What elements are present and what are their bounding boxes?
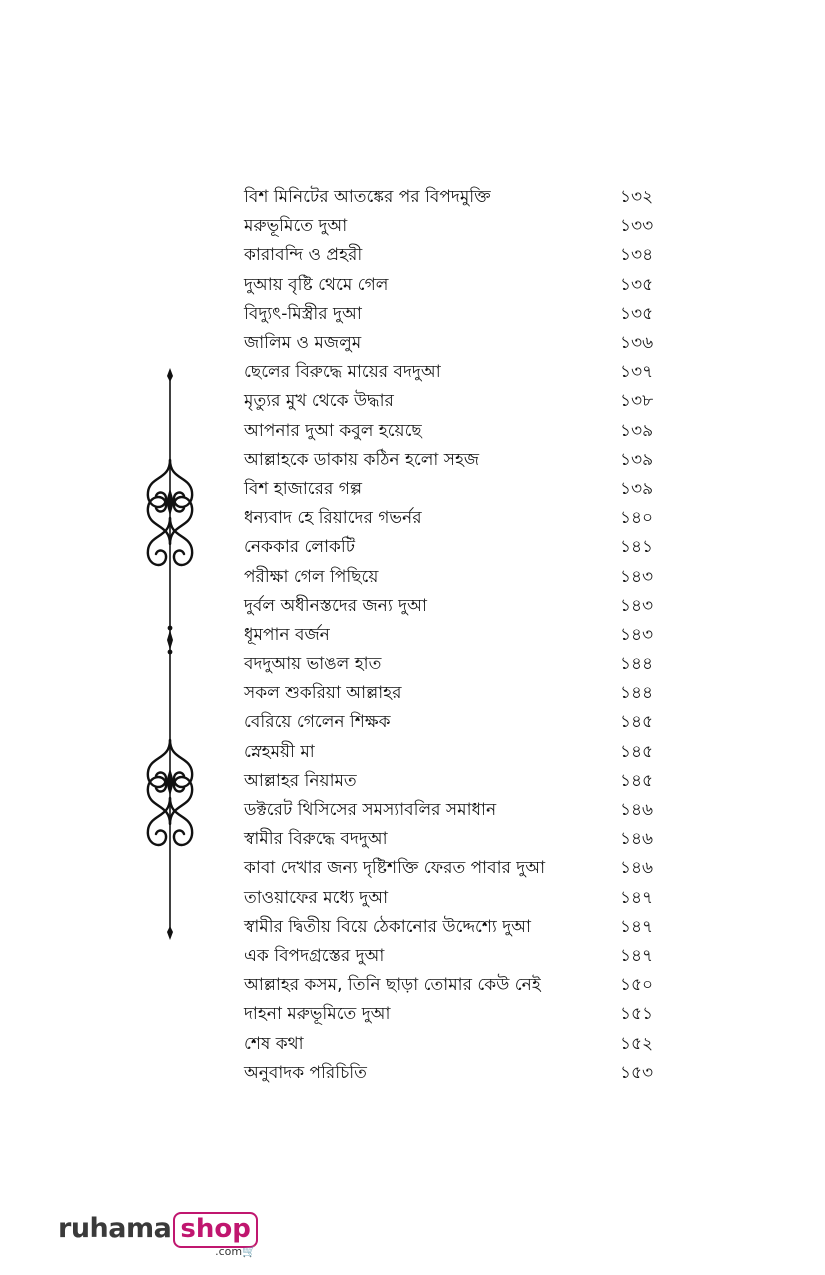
toc-entry[interactable] <box>244 417 664 446</box>
logo-ruhama-text: ruhama <box>58 1213 172 1244</box>
toc-entry-page: ১৩৬ <box>620 333 654 354</box>
toc-entry[interactable] <box>244 358 664 387</box>
toc-entry[interactable] <box>244 913 664 942</box>
toc-entry-page: ১৩৯ <box>620 420 654 441</box>
toc-entry[interactable] <box>244 562 664 591</box>
toc-entry-title: পরীক্ষা গেল পিছিয়ে <box>244 566 379 587</box>
toc-entry-page: ১৪৪ <box>620 683 654 704</box>
toc-entry-title: ছেলের বিরুদ্ধে মায়ের বদদুআ <box>244 362 441 383</box>
toc-entry[interactable] <box>244 183 664 212</box>
toc-entry[interactable] <box>244 387 664 416</box>
toc-entry-page: ১৫০ <box>620 975 654 996</box>
brand-logo[interactable] <box>58 1212 258 1262</box>
table-of-contents <box>244 183 664 1088</box>
toc-entry[interactable] <box>244 329 664 358</box>
toc-entry-page: ১৩৭ <box>620 362 654 383</box>
toc-entry-title: দাহনা মরুভূমিতে দুআ <box>244 1004 391 1025</box>
toc-entry-page: ১৩৫ <box>620 274 654 295</box>
toc-entry-title: জালিম ও মজলুম <box>244 333 362 354</box>
toc-entry-title: বিদ্যুৎ-মিস্ত্রীর দুআ <box>244 303 362 324</box>
toc-entry-title: নেককার লোকটি <box>244 537 356 558</box>
toc-entry-title: স্নেহময়ী মা <box>244 741 315 762</box>
toc-entry-page: ১৩৪ <box>620 245 654 266</box>
toc-entry-title: মরুভূমিতে দুআ <box>244 216 348 237</box>
toc-entry-page: ১৪৫ <box>620 741 654 762</box>
toc-entry-page: ১৩৫ <box>620 303 654 324</box>
toc-entry[interactable] <box>244 650 664 679</box>
toc-entry-page: ১৪৪ <box>620 654 654 675</box>
toc-entry-title: বিশ মিনিটের আতঙ্কের পর বিপদমুক্তি <box>244 187 491 208</box>
toc-entry-title: স্বামীর দ্বিতীয় বিয়ে ঠেকানোর উদ্দেশ্যে দুআ <box>244 916 532 937</box>
toc-entry-title: বিশ হাজারের গল্প <box>244 478 363 499</box>
toc-entry-title: তাওয়াফের মধ্যে দুআ <box>244 887 389 908</box>
toc-entry[interactable] <box>244 592 664 621</box>
toc-entry[interactable] <box>244 271 664 300</box>
toc-entry-page: ১৪৩ <box>620 624 654 645</box>
toc-entry[interactable] <box>244 241 664 270</box>
toc-entry[interactable] <box>244 212 664 241</box>
toc-entry[interactable] <box>244 854 664 883</box>
toc-entry-title: বেরিয়ে গেলেন শিক্ষক <box>244 712 391 733</box>
toc-entry-title: কাবা দেখার জন্য দৃষ্টিশক্তি ফেরত পাবার দুআ <box>244 858 546 879</box>
toc-entry-title: বদদুআয় ভাঙল হাত <box>244 654 382 675</box>
toc-entry[interactable] <box>244 475 664 504</box>
toc-entry-page: ১৫১ <box>620 1004 654 1025</box>
scroll-flourish-ornament <box>138 368 202 940</box>
toc-entry-page: ১৪৩ <box>620 595 654 616</box>
toc-entry[interactable] <box>244 1059 664 1088</box>
toc-entry-page: ১৩৮ <box>620 391 654 412</box>
logo-domain-suffix: .com🛒 <box>215 1245 256 1258</box>
toc-entry[interactable] <box>244 621 664 650</box>
toc-entry-page: ১৩২ <box>620 187 654 208</box>
toc-entry[interactable] <box>244 767 664 796</box>
toc-entry-title: আপনার দুআ কবুল হয়েছে <box>244 420 422 441</box>
toc-entry-title: মৃত্যুর মুখ থেকে উদ্ধার <box>244 391 394 412</box>
toc-entry-title: কারাবন্দি ও প্রহরী <box>244 245 363 266</box>
toc-entry-title: দুর্বল অধীনস্তদের জন্য দুআ <box>244 595 427 616</box>
toc-entry-title: আল্লাহকে ডাকায় কঠিন হলো সহজ <box>244 449 480 470</box>
toc-entry-page: ১৪৫ <box>620 712 654 733</box>
toc-entry-title: শেষ কথা <box>244 1033 304 1054</box>
toc-entry[interactable] <box>244 533 664 562</box>
toc-entry-page: ১৪১ <box>620 537 654 558</box>
toc-entry-title: দুআয় বৃষ্টি থেমে গেল <box>244 274 389 295</box>
toc-entry-page: ১৩৯ <box>620 449 654 470</box>
toc-entry[interactable] <box>244 942 664 971</box>
toc-entry-page: ১৪০ <box>620 508 654 529</box>
toc-entry[interactable] <box>244 446 664 475</box>
toc-entry[interactable] <box>244 971 664 1000</box>
toc-entry-title: অনুবাদক পরিচিতি <box>244 1062 367 1083</box>
toc-entry-page: ১৪৫ <box>620 770 654 791</box>
toc-entry-title: ধূমপান বর্জন <box>244 624 330 645</box>
toc-entry-title: আল্লাহর নিয়ামত <box>244 770 357 791</box>
toc-entry[interactable] <box>244 796 664 825</box>
toc-entry-page: ১৪৭ <box>620 887 654 908</box>
toc-entry-page: ১৫২ <box>620 1033 654 1054</box>
toc-entry-title: আল্লাহর কসম, তিনি ছাড়া তোমার কেউ নেই <box>244 975 541 996</box>
toc-entry[interactable] <box>244 708 664 737</box>
toc-entry-page: ১৪৩ <box>620 566 654 587</box>
toc-entry[interactable] <box>244 300 664 329</box>
toc-entry-page: ১৫৩ <box>620 1062 654 1083</box>
toc-entry-page: ১৪৭ <box>620 916 654 937</box>
toc-entry[interactable] <box>244 1029 664 1058</box>
toc-entry-page: ১৪৭ <box>620 945 654 966</box>
toc-entry-page: ১৩৯ <box>620 478 654 499</box>
toc-entry-page: ১৪৬ <box>620 800 654 821</box>
toc-entry-title: সকল শুকরিয়া আল্লাহর <box>244 683 402 704</box>
toc-entry[interactable] <box>244 504 664 533</box>
toc-entry[interactable] <box>244 825 664 854</box>
toc-entry[interactable] <box>244 1000 664 1029</box>
logo-shop-text: shop <box>173 1212 257 1248</box>
toc-entry-title: ধন্যবাদ হে রিয়াদের গভর্নর <box>244 508 422 529</box>
toc-entry-page: ১৪৬ <box>620 858 654 879</box>
toc-entry-title: ডক্টরেট থিসিসের সমস্যাবলির সমাধান <box>244 800 497 821</box>
logo-shop-badge <box>173 1212 257 1258</box>
toc-entry-title: এক বিপদগ্রস্তের দুআ <box>244 945 385 966</box>
toc-entry[interactable] <box>244 738 664 767</box>
toc-entry[interactable] <box>244 884 664 913</box>
toc-entry-title: স্বামীর বিরুদ্ধে বদদুআ <box>244 829 388 850</box>
toc-entry[interactable] <box>244 679 664 708</box>
toc-entry-page: ১৩৩ <box>620 216 654 237</box>
cart-icon: 🛒 <box>242 1245 256 1258</box>
toc-entry-page: ১৪৬ <box>620 829 654 850</box>
